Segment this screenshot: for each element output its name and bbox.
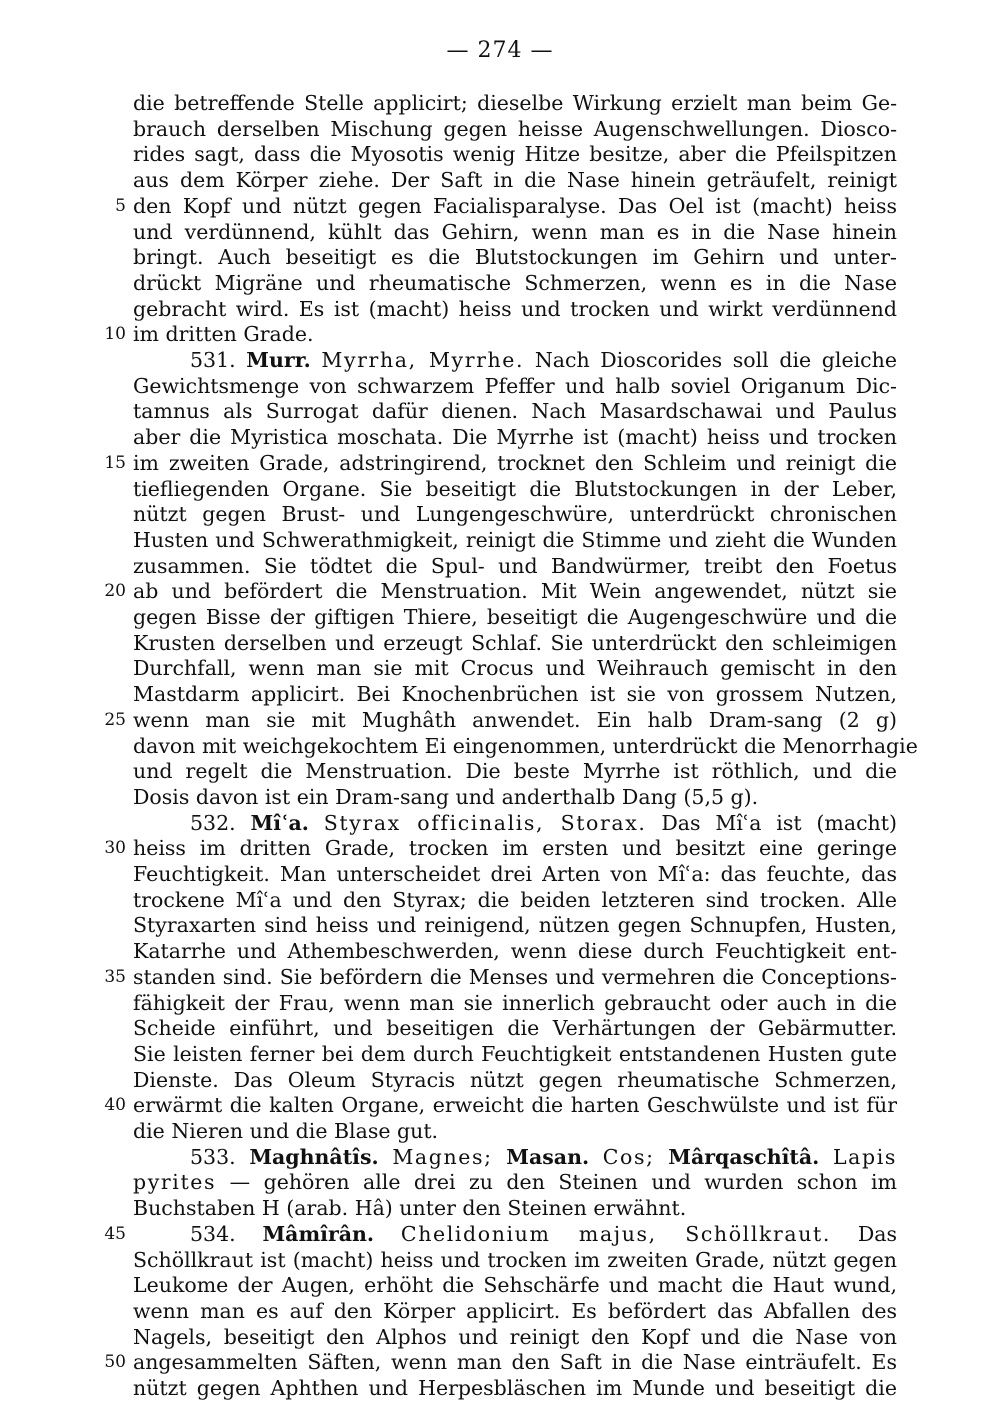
line-text: gebracht wird. Es ist (macht) heiss und trocken und wirkt verdünnend [133, 296, 897, 321]
line-text: fähigkeit der Frau, wenn man sie innerlich gebraucht oder auch in die [133, 990, 897, 1015]
latin-name: Cos; [602, 1144, 655, 1169]
text-line [133, 501, 897, 527]
line-text: tiefliegenden Organe. Sie beseitigt die Blutstockungen in der Leber, [133, 476, 897, 501]
entry-number: 533. [190, 1144, 236, 1169]
text-line [133, 964, 897, 990]
line-text: Nach Dioscorides soll die gleiche [534, 348, 897, 372]
line-number: 5 [115, 195, 126, 216]
line-text: Das Mîʿa ist (macht) [661, 810, 897, 835]
line-text: aus dem Körper ziehe. Der Saft in die Nase hinein geträufelt, reinigt [133, 168, 897, 193]
text-line [133, 1298, 897, 1324]
text-line [133, 681, 897, 707]
line-text: den Kopf und nützt gegen Facialisparalyse. Das Oel ist (macht) heiss [133, 193, 897, 218]
text-line [133, 141, 897, 167]
text-line [133, 707, 897, 733]
line-text: Das [857, 1221, 897, 1246]
line-number: 30 [104, 838, 126, 859]
line-text: bringt. Auch beseitigt es die Blutstockungen im Gehirn und unter- [133, 245, 897, 270]
line-text: Katarrhe und Athembeschwerden, wenn diese durch Feuchtigkeit ent- [133, 939, 897, 964]
line-text: gegen Bisse der giftigen Thiere, beseitigt die Augengeschwüre und die [133, 605, 897, 629]
latin-name: pyrites [133, 1170, 217, 1195]
latin-name: Chelidonium majus, Schöllkraut. [400, 1221, 831, 1246]
text-line [133, 630, 897, 656]
text-line [190, 810, 897, 836]
latin-name: Styrax officinalis, Storax. [323, 810, 647, 835]
entry-term: Masan. [506, 1144, 590, 1169]
text-line [133, 1118, 897, 1144]
line-text: Mastdarm applicirt. Bei Knochenbrüchen ist sie von grossem Nutzen, [133, 682, 897, 707]
text-line [133, 758, 897, 784]
text-line [133, 1041, 897, 1067]
latin-name: Magnes; [392, 1144, 493, 1169]
line-text: Husten und Schwerathmigkeit, reinigt die Stimme und zieht die Wunden [133, 527, 897, 552]
latin-name: Lapis [832, 1144, 897, 1169]
text-line [133, 1195, 897, 1221]
text-line [133, 296, 897, 322]
line-text: Schöllkraut ist (macht) heiss und trocken im zweiten Grade, nützt gegen [133, 1247, 897, 1272]
line-text: tamnus als Surrogat dafür dienen. Nach Masardschawai und Paulus [133, 399, 897, 424]
line-text: und verdünnend, kühlt das Gehirn, wenn man es in die Nase hinein [133, 219, 897, 244]
page-number: — 274 — [446, 38, 554, 63]
entry-number: 532. [190, 810, 236, 835]
entry-number: 534. [190, 1221, 236, 1246]
text-line [133, 553, 897, 579]
entry-term: Mâmîrân. [262, 1221, 375, 1246]
line-text: Gewichtsmenge von schwarzem Pfeffer und halb soviel Origanum Dic- [133, 373, 897, 398]
line-text: davon mit weichgekochtem Ei eingenommen, unterdrückt die Menorrhagie [133, 733, 918, 758]
line-text: nützt gegen Brust- und Lungengeschwüre, unterdrückt chronischen [133, 502, 897, 527]
text-line [133, 1015, 897, 1041]
line-text: Krusten derselben und erzeugt Schlaf. Sie unterdrückt den schleimigen [133, 630, 897, 655]
line-text: die Nieren und die Blase gut. [133, 1119, 439, 1143]
text-line [133, 527, 897, 553]
text-line [133, 450, 897, 476]
text-line [133, 604, 897, 630]
line-text: im dritten Grade. [133, 322, 314, 347]
line-text: Styraxarten sind heiss und reinigend, nützen gegen Schnupfen, Husten, [133, 913, 897, 938]
entry-term: Mîʿa. [250, 810, 309, 835]
line-text: drückt Migräne und rheumatische Schmerzen, wenn es in die Nase [133, 270, 897, 295]
entry-term: Murr. [246, 348, 311, 372]
text-line [190, 347, 897, 373]
line-number: 35 [104, 966, 126, 987]
line-text: zusammen. Sie tödtet die Spul- und Bandwürmer, treibt den Foetus [133, 553, 897, 578]
line-text: — gehören alle drei zu den Steinen und wurden schon im [229, 1170, 897, 1195]
line-text: nützt gegen Aphthen und Herpesbläschen im Munde und beseitigt die [133, 1376, 897, 1400]
line-text: trockene Mîʿa und den Styrax; die beiden letzteren sind trocken. Alle [133, 887, 897, 912]
text-line [133, 321, 897, 347]
line-text: brauch derselben Mischung gegen heisse Augenschwellungen. Diosco- [133, 116, 897, 141]
line-text: Leukome der Augen, erhöht die Sehschärfe und macht die Haut wund, [133, 1273, 897, 1298]
text-line [133, 912, 897, 938]
text-line [133, 193, 897, 219]
line-text: rides sagt, dass die Myosotis wenig Hitze besitze, aber die Pfeilspitzen [133, 142, 897, 167]
line-text: Dienste. Das Oleum Styracis nützt gegen rheumatische Schmerzen, [133, 1067, 897, 1092]
text-line [133, 1272, 897, 1298]
line-text: Dosis davon ist ein Dram-sang und anderthalb Dang (5,5 g). [133, 784, 759, 809]
text-line [133, 835, 897, 861]
text-line [133, 1247, 897, 1273]
text-line [133, 887, 897, 913]
line-number: 10 [104, 324, 126, 345]
line-number: 45 [104, 1223, 126, 1244]
line-text: wenn man es auf den Körper applicirt. Es befördert das Abfallen des [133, 1298, 897, 1323]
line-text: Buchstaben H (arab. Hâ) unter den Steinen erwähnt. [133, 1196, 687, 1221]
entry-term: Mârqaschîtâ. [668, 1144, 820, 1169]
line-text: aber die Myristica moschata. Die Myrrhe ist (macht) heiss und trocken [133, 425, 897, 450]
line-number: 15 [104, 452, 126, 473]
text-line [133, 219, 897, 245]
text-line [133, 655, 897, 681]
text-line [133, 424, 897, 450]
text-line [133, 167, 897, 193]
line-text: Feuchtigkeit. Man unterscheidet drei Arten von Mîʿa: das feuchte, das [133, 862, 897, 886]
line-number: 25 [104, 709, 126, 730]
text-line [133, 733, 918, 759]
text-line [190, 1144, 897, 1170]
text-line [133, 1092, 897, 1118]
latin-name: Myrrha, Myrrhe. [321, 348, 525, 372]
line-text: angesammelten Säften, wenn man den Saft in die Nase einträufelt. Es [133, 1350, 897, 1375]
text-line [133, 476, 897, 502]
entry-number: 531. [190, 348, 236, 372]
line-text: ab und befördert die Menstruation. Mit Wein angewendet, nützt sie [133, 579, 897, 604]
line-text: im zweiten Grade, adstringirend, trocknet den Schleim und reinigt die [133, 450, 897, 475]
line-text: Nagels, beseitigt den Alphos und reinigt den Kopf und die Nase von [133, 1324, 897, 1349]
text-line [190, 1221, 897, 1247]
text-line [133, 1324, 897, 1350]
text-line [133, 373, 897, 399]
text-line [133, 784, 897, 810]
line-text: heiss im dritten Grade, trocken im ersten und besitzt eine geringe [133, 836, 897, 861]
text-line [133, 270, 897, 296]
line-number: 40 [104, 1095, 126, 1116]
line-text: Scheide einführt, und beseitigen die Verhärtungen der Gebärmutter. [133, 1016, 897, 1041]
line-number: 50 [104, 1352, 126, 1373]
text-line [133, 578, 897, 604]
text-line [133, 90, 897, 116]
line-number: 20 [104, 581, 126, 602]
text-line [133, 1375, 897, 1401]
text-line [133, 244, 897, 270]
text-line [133, 398, 897, 424]
text-line [133, 990, 897, 1016]
text-line [133, 938, 897, 964]
text-line [133, 1169, 897, 1195]
line-text: die betreffende Stelle applicirt; dieselbe Wirkung erzielt man beim Ge- [133, 91, 897, 115]
line-text: erwärmt die kalten Organe, erweicht die harten Geschwülste und ist für [133, 1093, 897, 1118]
line-text: Sie leisten ferner bei dem durch Feuchtigkeit entstandenen Husten gute [133, 1041, 897, 1066]
line-text: Durchfall, wenn man sie mit Crocus und Weihrauch gemischt in den [133, 656, 897, 681]
entry-term: Maghnâtîs. [249, 1144, 379, 1169]
text-line [133, 861, 897, 887]
line-text: wenn man sie mit Mughâth anwendet. Ein halb Dram-sang (2 g) [133, 707, 897, 732]
text-line [133, 1067, 897, 1093]
text-line [133, 116, 897, 142]
text-line [133, 1349, 897, 1375]
line-text: standen sind. Sie befördern die Menses und vermehren die Conceptions- [133, 964, 897, 989]
line-text: und regelt die Menstruation. Die beste Myrrhe ist röthlich, und die [133, 759, 897, 784]
